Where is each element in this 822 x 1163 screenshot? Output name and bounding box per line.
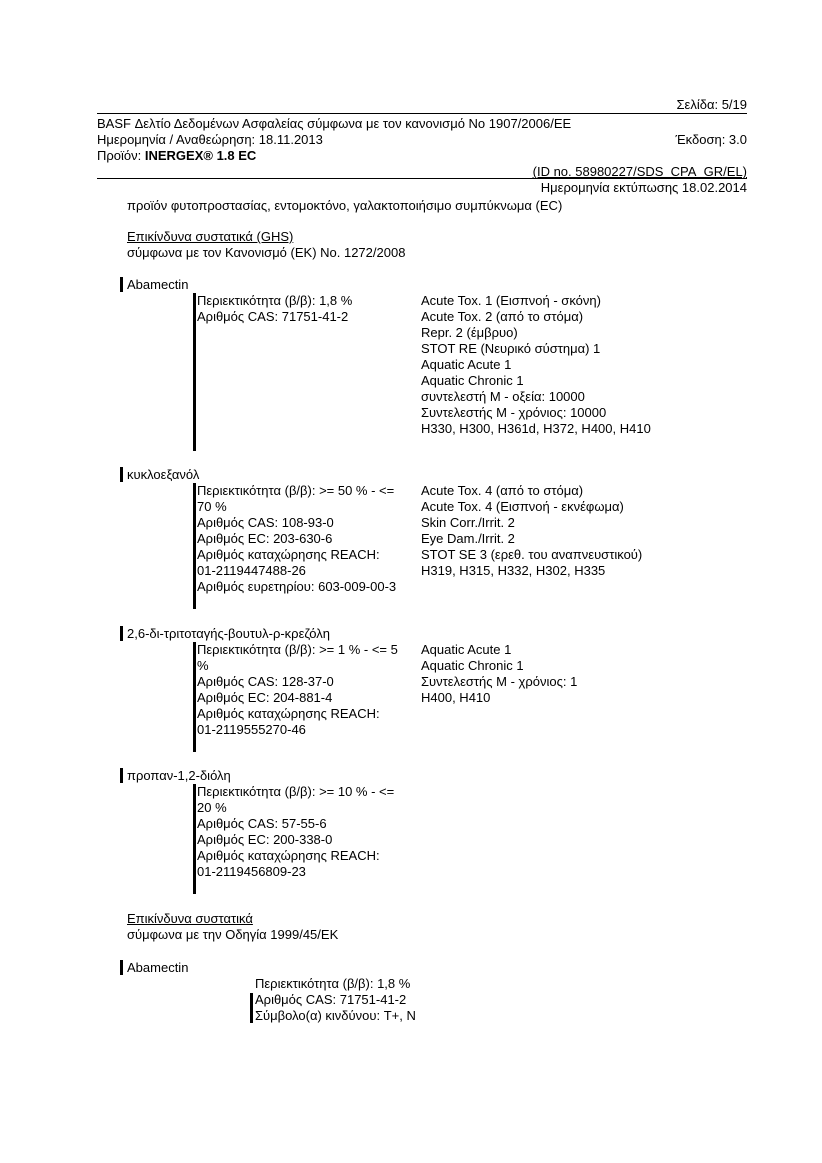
product-line <box>97 148 256 164</box>
change-bar <box>120 467 123 482</box>
classification-line: H400, H410 <box>421 690 491 705</box>
detail-line: 01-2119447488-26 <box>197 563 306 578</box>
detail-line: Αριθμός CAS: 128-37-0 <box>197 674 334 689</box>
product-name: INERGEX® 1.8 EC <box>144 148 257 163</box>
classification-line: Συντελεστής M - χρόνιος: 10000 <box>421 405 607 420</box>
detail-line: Περιεκτικότητα (β/β): >= 1 % - <= 5 <box>197 642 398 657</box>
detail-line: 70 % <box>197 499 227 514</box>
classification-line: Aquatic Acute 1 <box>421 642 512 657</box>
detail-line: Αριθμός EC: 204-881-4 <box>197 690 333 705</box>
version: Έκδοση: 3.0 <box>675 132 747 147</box>
directive-subheading: σύμφωνα με την Οδηγία 1999/45/ΕΚ <box>127 927 339 942</box>
classification-line: Aquatic Chronic 1 <box>421 658 524 673</box>
change-bar <box>193 483 196 609</box>
detail-line: Αριθμός ευρετηρίου: 603-009-00-3 <box>197 579 397 594</box>
detail-line: Αριθμός καταχώρησης REACH: <box>197 547 380 562</box>
change-bar <box>193 293 196 451</box>
detail-line: 01-2119456809-23 <box>197 864 306 879</box>
detail-line: Αριθμός EC: 203-630-6 <box>197 531 333 546</box>
detail-line: Περιεκτικότητα (β/β): >= 10 % - <= <box>197 784 395 799</box>
classification-line: Repr. 2 (έμβρυο) <box>421 325 518 340</box>
detail-line: Περιεκτικότητα (β/β): >= 50 % - <= <box>197 483 395 498</box>
product-description: προϊόν φυτοπροστασίας, εντομοκτόνο, γαλακτοποιήσιμο συμπύκνωμα (EC) <box>127 198 563 213</box>
detail-line: Αριθμός καταχώρησης REACH: <box>197 706 380 721</box>
classification-line: STOT RE (Νευρικό σύστημα) 1 <box>421 341 601 356</box>
page-number: Σελίδα: 5/19 <box>676 97 747 112</box>
change-bar <box>120 277 123 292</box>
change-bar <box>120 768 123 783</box>
change-bar <box>250 993 253 1023</box>
classification-line: Acute Tox. 2 (από το στόμα) <box>421 309 584 324</box>
classification-line: STOT SE 3 (ερεθ. του αναπνευστικού) <box>421 547 643 562</box>
detail-line: Περιεκτικότητα (β/β): 1,8 % <box>197 293 353 308</box>
detail-line: Σύμβολο(α) κινδύνου: T+, N <box>255 1008 416 1023</box>
component-details <box>197 642 398 738</box>
print-date: Ημερομηνία εκτύπωσης 18.02.2014 <box>540 180 747 195</box>
classification-line: Συντελεστής M - χρόνιος: 1 <box>421 674 578 689</box>
classification-line: H330, H300, H361d, H372, H400, H410 <box>421 421 651 436</box>
component-classification <box>421 642 577 706</box>
classification-line: Acute Tox. 4 (από το στόμα) <box>421 483 584 498</box>
detail-line: Περιεκτικότητα (β/β): 1,8 % <box>255 976 411 991</box>
detail-line: 20 % <box>197 800 227 815</box>
ghs-subheading: σύμφωνα με τον Κανονισμό (ΕΚ) No. 1272/2008 <box>127 245 406 260</box>
detail-line: Αριθμός CAS: 71751-41-2 <box>255 992 407 1007</box>
component-classification <box>421 293 651 437</box>
header-rule-bottom <box>97 178 747 179</box>
detail-line: Αριθμός CAS: 71751-41-2 <box>197 309 349 324</box>
classification-line: Skin Corr./Irrit. 2 <box>421 515 515 530</box>
classification-line: H319, H315, H332, H302, H335 <box>421 563 606 578</box>
component-details <box>197 483 396 595</box>
product-label: Προϊόν: <box>97 148 145 163</box>
document-id: (ID no. 58980227/SDS_CPA_GR/EL) <box>532 164 747 179</box>
component-name: Abamectin <box>127 960 189 975</box>
component-name: κυκλοεξανόλ <box>127 467 200 482</box>
component-name: 2,6-δι-τριτοταγής-βουτυλ-ρ-κρεζόλη <box>127 626 330 641</box>
component-classification <box>421 483 642 579</box>
change-bar <box>193 642 196 752</box>
component-name: προπαν-1,2-διόλη <box>127 768 231 783</box>
classification-line: Acute Tox. 1 (Εισπνοή - σκόνη) <box>421 293 601 308</box>
document-title: BASF Δελτίο Δεδομένων Ασφαλείας σύμφωνα με τον κανονισμό No 1907/2006/ΕΕ <box>97 116 572 131</box>
component-name: Abamectin <box>127 277 189 292</box>
detail-line: Αριθμός CAS: 57-55-6 <box>197 816 327 831</box>
directive-heading: Επικίνδυνα συστατικά <box>127 911 253 926</box>
ghs-heading: Επικίνδυνα συστατικά (GHS) <box>127 229 294 244</box>
classification-line: Acute Tox. 4 (Εισπνοή - εκνέφωμα) <box>421 499 624 514</box>
classification-line: Aquatic Chronic 1 <box>421 373 524 388</box>
detail-line: Αριθμός EC: 200-338-0 <box>197 832 333 847</box>
detail-line: Αριθμός καταχώρησης REACH: <box>197 848 380 863</box>
classification-line: συντελεστή M - οξεία: 10000 <box>421 389 585 404</box>
detail-line: 01-2119555270-46 <box>197 722 306 737</box>
change-bar <box>120 960 123 975</box>
header-rule-top <box>97 113 747 114</box>
revision-date: Ημερομηνία / Αναθεώρηση: 18.11.2013 <box>97 132 323 147</box>
component-details <box>197 293 352 325</box>
classification-line: Aquatic Acute 1 <box>421 357 512 372</box>
detail-line: % <box>197 658 209 673</box>
component-details <box>255 976 416 1024</box>
detail-line: Αριθμός CAS: 108-93-0 <box>197 515 334 530</box>
change-bar <box>120 626 123 641</box>
change-bar <box>193 784 196 894</box>
component-details <box>197 784 394 880</box>
classification-line: Eye Dam./Irrit. 2 <box>421 531 515 546</box>
